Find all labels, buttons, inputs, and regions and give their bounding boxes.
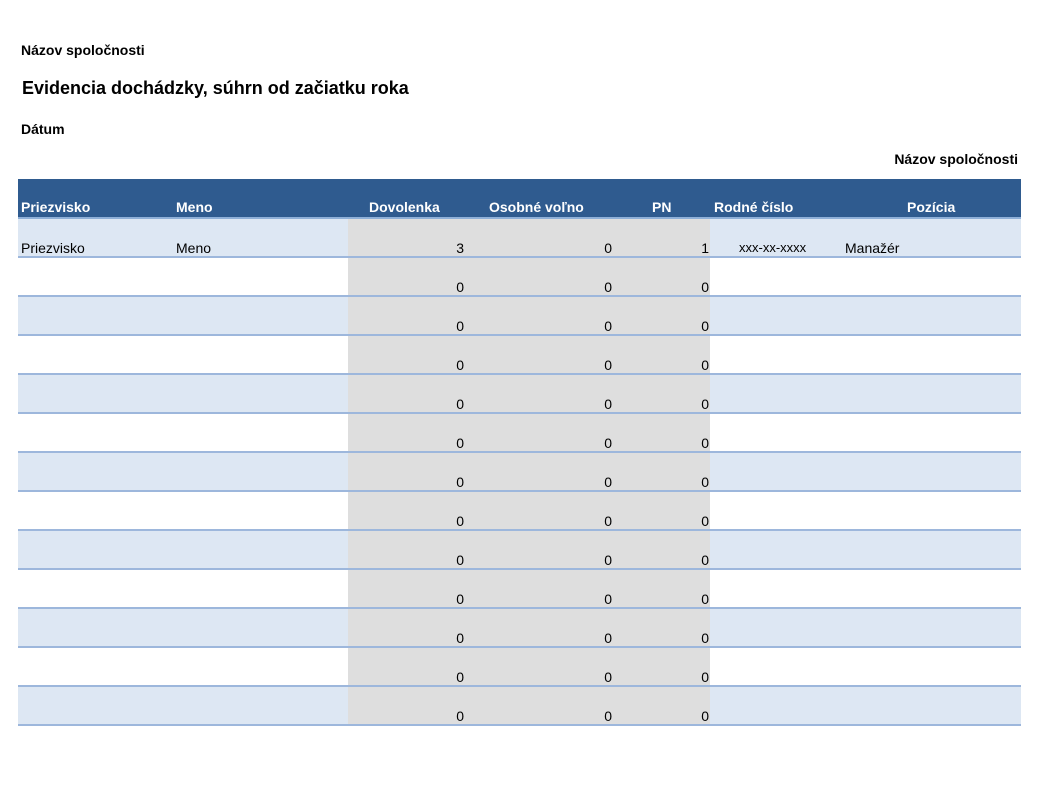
cell-osobne-volno[interactable]: 0 bbox=[604, 435, 612, 451]
table-row bbox=[18, 258, 1021, 297]
cell-rodne-cislo[interactable]: xxx-xx-xxxx bbox=[739, 240, 807, 255]
cell-pn[interactable]: 0 bbox=[701, 474, 709, 490]
company-name-top: Názov spoločnosti bbox=[21, 42, 145, 58]
cell-dovolenka[interactable]: 0 bbox=[456, 708, 464, 724]
cell-dovolenka[interactable]: 0 bbox=[456, 357, 464, 373]
table-row bbox=[18, 492, 1021, 531]
column-header-meno[interactable]: Meno bbox=[176, 199, 213, 215]
cell-dovolenka[interactable]: 0 bbox=[456, 669, 464, 685]
cell-pn[interactable]: 0 bbox=[701, 513, 709, 529]
cell-osobne-volno[interactable]: 0 bbox=[604, 708, 612, 724]
attendance-table bbox=[18, 179, 1021, 726]
cell-dovolenka[interactable]: 0 bbox=[456, 630, 464, 646]
column-header-dovolenka[interactable]: Dovolenka bbox=[369, 199, 440, 215]
cell-dovolenka[interactable]: 3 bbox=[456, 240, 464, 256]
company-name-right: Názov spoločnosti bbox=[894, 151, 1018, 167]
cell-osobne-volno[interactable]: 0 bbox=[604, 630, 612, 646]
cell-osobne-volno[interactable]: 0 bbox=[604, 552, 612, 568]
table-row bbox=[18, 570, 1021, 609]
cell-pozicia[interactable]: Manažér bbox=[845, 240, 900, 256]
table-row bbox=[18, 219, 1021, 258]
cell-osobne-volno[interactable]: 0 bbox=[604, 591, 612, 607]
column-header-osobne-volno[interactable]: Osobné voľno bbox=[489, 199, 584, 215]
cell-pn[interactable]: 1 bbox=[701, 240, 709, 256]
table-row bbox=[18, 648, 1021, 687]
column-header-rodne-cislo[interactable]: Rodné číslo bbox=[714, 199, 794, 215]
cell-osobne-volno[interactable]: 0 bbox=[604, 474, 612, 490]
table-row bbox=[18, 375, 1021, 414]
cell-dovolenka[interactable]: 0 bbox=[456, 474, 464, 490]
date-label: Dátum bbox=[21, 121, 65, 137]
cell-dovolenka[interactable]: 0 bbox=[456, 552, 464, 568]
table-header bbox=[18, 179, 1021, 219]
cell-pn[interactable]: 0 bbox=[701, 357, 709, 373]
table-row bbox=[18, 336, 1021, 375]
cell-priezvisko[interactable]: Priezvisko bbox=[21, 240, 85, 256]
table-row bbox=[18, 297, 1021, 336]
table-body bbox=[18, 219, 1021, 726]
cell-osobne-volno[interactable]: 0 bbox=[604, 396, 612, 412]
cell-dovolenka[interactable]: 0 bbox=[456, 513, 464, 529]
cell-dovolenka[interactable]: 0 bbox=[456, 279, 464, 295]
cell-osobne-volno[interactable]: 0 bbox=[604, 669, 612, 685]
cell-pn[interactable]: 0 bbox=[701, 396, 709, 412]
cell-meno[interactable]: Meno bbox=[176, 240, 212, 256]
column-header-pozicia[interactable]: Pozícia bbox=[907, 199, 956, 215]
table-row bbox=[18, 414, 1021, 453]
column-header-pn[interactable]: PN bbox=[652, 199, 672, 215]
cell-pn[interactable]: 0 bbox=[701, 708, 709, 724]
table-row bbox=[18, 609, 1021, 648]
cell-pn[interactable]: 0 bbox=[701, 591, 709, 607]
cell-pn[interactable]: 0 bbox=[701, 318, 709, 334]
cell-pn[interactable]: 0 bbox=[701, 435, 709, 451]
table-row bbox=[18, 453, 1021, 492]
table-row bbox=[18, 531, 1021, 570]
cell-dovolenka[interactable]: 0 bbox=[456, 396, 464, 412]
cell-osobne-volno[interactable]: 0 bbox=[604, 240, 612, 256]
cell-pn[interactable]: 0 bbox=[701, 630, 709, 646]
cell-pn[interactable]: 0 bbox=[701, 669, 709, 685]
column-header-priezvisko[interactable]: Priezvisko bbox=[21, 199, 91, 215]
cell-pn[interactable]: 0 bbox=[701, 552, 709, 568]
cell-dovolenka[interactable]: 0 bbox=[456, 435, 464, 451]
cell-dovolenka[interactable]: 0 bbox=[456, 591, 464, 607]
cell-dovolenka[interactable]: 0 bbox=[456, 318, 464, 334]
cell-osobne-volno[interactable]: 0 bbox=[604, 318, 612, 334]
table-row bbox=[18, 687, 1021, 726]
page-title: Evidencia dochádzky, súhrn od začiatku roka bbox=[22, 78, 409, 98]
cell-osobne-volno[interactable]: 0 bbox=[604, 513, 612, 529]
cell-pn[interactable]: 0 bbox=[701, 279, 709, 295]
cell-osobne-volno[interactable]: 0 bbox=[604, 357, 612, 373]
cell-osobne-volno[interactable]: 0 bbox=[604, 279, 612, 295]
